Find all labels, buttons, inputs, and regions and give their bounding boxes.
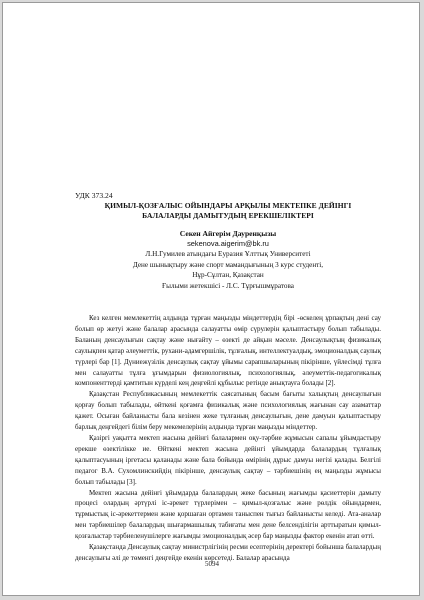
title-line-2: БАЛАЛАРДЫ ДАМЫТУДЫҢ ЕРЕКШЕЛІКТЕРІ — [142, 211, 314, 220]
body-paragraph-4: Мектеп жасына дейінгі ұйымдарда балалардың жеке басының жағымды қасиеттерін дамыту процесі олардың әртүрлі іс-әрекет түрлерімен – қимыл-қозғалыс және рөлдік ойындармен, тұрмыстық іс-әрекеттермен және қоршаған ортамен таныспен тығыз байланысты келеді. Ата-аналар мен тәрбиешілер балалардың шығармашылық табиғаты мен дене белсенділігін арттыратын қимыл-қозғалыстар тәрбиеленушілерге жағымды эмоционалдық әсер бар маңызды фактор екенін атап өтті. — [75, 488, 381, 541]
article-body — [75, 313, 381, 564]
article-content — [75, 191, 381, 564]
title-line-1: ҚИМЫЛ-ҚОЗҒАЛЫС ОЙЫНДАРЫ АРҚЫЛЫ МЕКТЕПКЕ ДЕЙІНГІ — [104, 201, 352, 210]
affiliation-supervisor: Ғылыми жетекшісі - Л.С. Тұрғышмұратова — [162, 281, 294, 290]
affiliation-city: Нұр-Сұлтан, Қазақстан — [192, 271, 264, 279]
author-name: Секен Айгерім Дауренқызы — [179, 229, 277, 238]
body-paragraph-3: Қазіргі уақытта мектеп жасына дейінгі балалармен оқу-тәрбие жұмысын сапалы ұйымдастыру ерекше өзектілікке ие. Өйткені мектеп жасына дейінгі ұйымдарда балалардың тұлғалық қалыптасуының іргетасы қаланады және бала бойында өмірінің дұрыс дамуы негізі қалады. Белгілі педагог В.А. Сухомлинскийдің пікірінше, денсаулық сақтау – тәрбиешінің ең маңызды жұмысы болып табылады [3]. — [75, 433, 381, 486]
affiliation-program: Дене шынықтыру және спорт мамандығының 3 курс студенті, — [132, 260, 324, 269]
body-paragraph-1: Кез келген мемлекеттің алдында тұрған маңызды міндеттердің бірі -өскелең ұрпақтың дені сау болып өр жетуі және балалар арасында салауатты өмір сүрулерін қалыптастыру болып табылады. Баланың денсаулығын сақтау және нығайту – өзекті де айқын мәселе. Денсаулықтың физикалық саулықпен қатар әлеуметтік, рухани-адамгершілік, тұлғалық, интеллектуалдық, эмоционалдық саулық түрлері бар [1]. Дүниежүзілік денсаулық сақтау ұйымы сарапшыларының пікірінше, үйлесімді тұлға мен салауатты тұлға ұғымдарын физиологиялық, психологиялық, әлеуметтік-педагогикалық компоненттерді қамтитын күрделі кең деңгейлі құбылыс ретінде анықтауға болады [2]. — [75, 314, 381, 388]
article-title — [75, 201, 381, 221]
udc-code: УДК 373.24 — [75, 191, 113, 200]
document-page — [2, 2, 420, 596]
page-number: 5094 — [205, 560, 219, 568]
body-paragraph-5: Қазақстанда Денсаулық сақтау министрлігінің ресми есептерінің деректері бойынша балалардың денсаулығы әлі де төменгі деңгейде екенін көрсетеді. Балалар арасында — [75, 543, 381, 562]
affiliation-university: Л.Н.Гумилев атындағы Еуразия Ұлттық Университеті — [145, 250, 311, 258]
body-paragraph-2: Қазақстан Республикасының мемлекеттік саясатының басым бағыты халықтың денсаулығын қорғау болып табылады, өйткені қоғамға физикалық және психологиялық жағынан сау азаматтар қажет. Осыған байланысты бала кезінен жеке тұлғаның денсаулығын, дене дамуын қалыптастыру барлық деңгейдегі білім беру мекемелерінің алдында тұрған маңызды міндеттер. — [75, 390, 381, 432]
author-email: sekenova.aigerim@bk.ru — [187, 239, 269, 248]
